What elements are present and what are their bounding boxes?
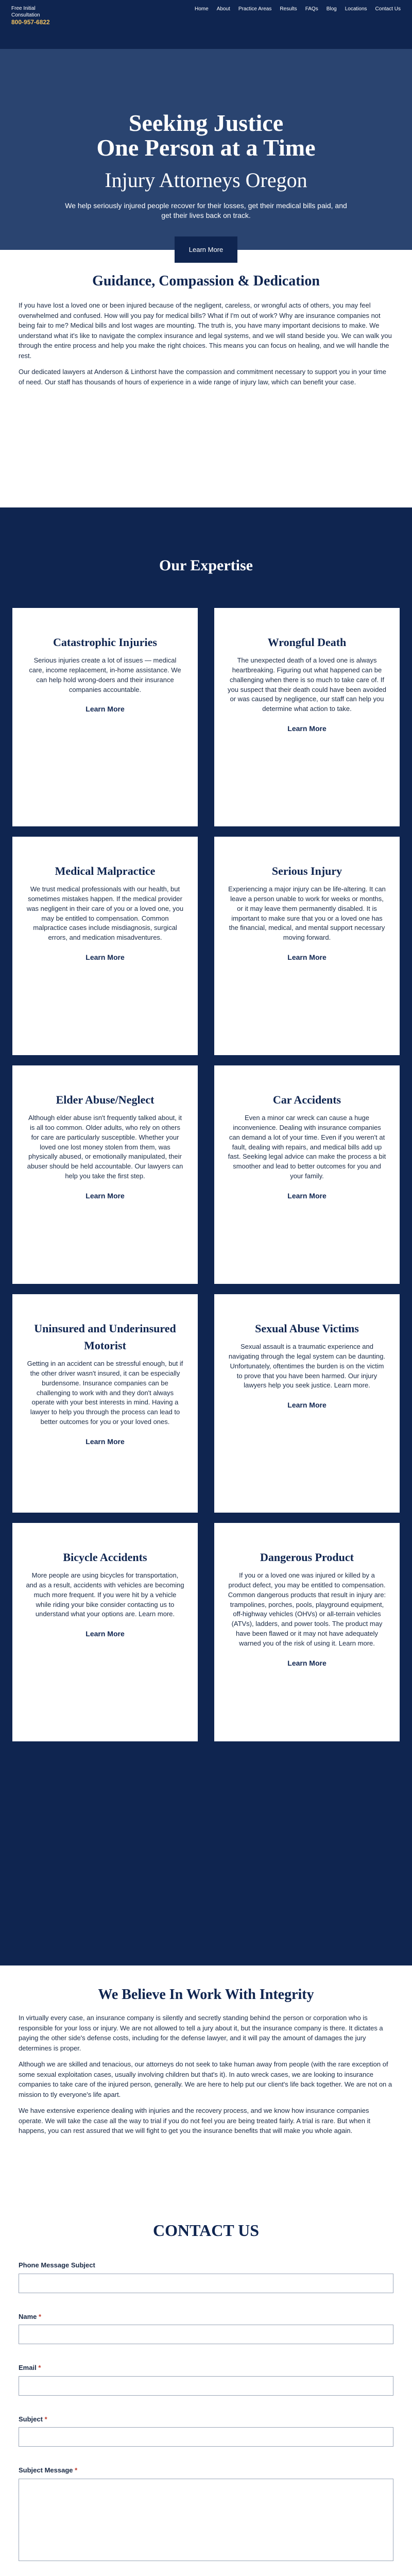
expertise-title: Our Expertise	[159, 557, 253, 574]
nav-blog[interactable]: Blog	[326, 6, 337, 12]
guidance-title: Guidance, Compassion & Dedication	[92, 273, 320, 289]
hero-title-line-2: One Person at a Time	[96, 134, 316, 161]
nav-about[interactable]: About	[216, 6, 230, 12]
hero-title-line-1: Seeking Justice	[128, 110, 284, 136]
card-learn-more-link[interactable]: Learn More	[85, 1437, 125, 1446]
guidance-paragraph-2: Our dedicated lawyers at Anderson & Linthorst have the compassion and commitment necessary to support you in your time of need. Our staff has thousands of hours of experience in a wide range of injury law, which can benefit your case.	[19, 368, 386, 386]
phone-message-subject-input[interactable]	[19, 2274, 393, 2293]
nav-practice-areas[interactable]: Practice Areas	[238, 6, 272, 12]
card-text: We trust medical professionals with our health, but sometimes mistakes happen. If the medical provider was negligent in their care of you or a loved one, you may be entitled to compensation. Common malpractice cases include misdiagnosis, surgical errors, and medication misadventures.	[26, 885, 184, 942]
expertise-card	[214, 608, 400, 826]
card-text: Experiencing a major injury can be life-altering. It can leave a person unable to work for weeks or months, or it may leave them permanently disabled. It is important to make sure that you or a loved one has the financial, medical, and mental support necessary moving forward.	[228, 885, 386, 942]
card-learn-more-link[interactable]: Learn More	[287, 1191, 327, 1200]
integrity-paragraph-1: In virtually every case, an insurance company is silently and secretly standing behind the person or corporation who is responsible for your loss or injury. We are not allowed to tell a jury about it, but the insurance company is there. It dictates a paying the other side's defense costs, including for the defense lawyer, and it will pay the amount of damages the jury determines is proper.	[19, 2014, 383, 2052]
hero-description: We help seriously injured people recover for their losses, get their medical bills paid, and get their lives back on track.	[65, 201, 347, 220]
card-text: Even a minor car wreck can cause a huge inconvenience. Dealing with insurance companies can demand a lot of your time. Even if you weren't at fault, dealing with repairs, and medical bills add up fast. Seeking legal advice can make the process a bit smoother and lead to better outcomes for you and your family.	[228, 1114, 386, 1180]
card-text: Getting in an accident can be stressful enough, but if the other driver wasn't insured, it can be especially burdensome. Insurance companies can be challenging to work with and they don't always operate with your best interests in mind. Having a lawyer to help you through the process can lead to better outcomes for you or your loved ones.	[27, 1360, 183, 1426]
card-title: Serious Injury	[271, 865, 342, 877]
integrity-paragraph-3: We have extensive experience dealing with injuries and the recovery process, and we know how insurance companies operate. We will take the case all the way to trial if you do not feel you are being treated fairly. A trial is rare. But when it happens, you can rest assured that we will fight to get you the insurance benefits that will make you whole again.	[19, 2107, 371, 2134]
expertise-card	[214, 1065, 400, 1284]
consult-line-1: Free Initial	[11, 6, 36, 11]
expertise-card	[214, 837, 400, 1055]
card-learn-more-link[interactable]: Learn More	[85, 1191, 125, 1200]
expertise-card	[12, 1523, 198, 1741]
card-title: Car Accidents	[272, 1093, 341, 1106]
card-title: Bicycle Accidents	[63, 1551, 147, 1564]
expertise-card	[214, 1523, 400, 1741]
card-learn-more-link[interactable]: Learn More	[287, 953, 327, 962]
phone-message-subject-label: Phone Message Subject	[19, 2261, 95, 2269]
contact-section	[0, 2197, 412, 2576]
message-label: Subject Message *	[19, 2466, 78, 2474]
expertise-cards	[12, 608, 400, 1752]
nav-contact[interactable]: Contact Us	[375, 6, 401, 12]
expertise-card	[12, 1065, 198, 1284]
hero	[0, 49, 412, 253]
name-label: Name *	[19, 2312, 42, 2320]
integrity-title: We Believe In Work With Integrity	[98, 1987, 314, 2003]
card-text: Sexual assault is a traumatic experience and navigating through the legal system can be daunting. Unfortunately, oftentimes the burden is on the victim to prove that you have been harmed. Our injury lawyers help you seek justice. Learn more.	[228, 1343, 386, 1389]
email-input[interactable]	[19, 2376, 393, 2396]
subject-label: Subject *	[19, 2415, 47, 2423]
name-input[interactable]	[19, 2325, 393, 2344]
site-header	[0, 0, 412, 49]
card-title: Elder Abuse/Neglect	[56, 1093, 154, 1106]
card-text: Although elder abuse isn't frequently talked about, it is all too common. Older adults, who rely on others for care are particularly susceptible. Whether your loved one lost money stolen from them, was physically abused, or emotionally manipulated, their abuser should be held accountable. Our lawyers can help you take the first step.	[27, 1114, 183, 1180]
card-text: The unexpected death of a loved one is always heartbreaking. Figuring out what happened can be challenging when there is so much to take care of. If you suspect that their death could have been avoided or was caused by negligence, our staff can help you determine what action to take.	[228, 656, 386, 713]
card-learn-more-link[interactable]: Learn More	[287, 1401, 327, 1410]
nav-home[interactable]: Home	[195, 6, 209, 12]
expertise-card	[12, 1294, 198, 1513]
guidance-section	[0, 250, 412, 507]
email-field	[19, 2363, 393, 2396]
card-title: Sexual Abuse Victims	[255, 1322, 359, 1335]
expertise-card	[12, 608, 198, 826]
guidance-paragraph-1: If you have lost a loved one or been injured because of the negligent, careless, or wrongful acts of others, you may feel overwhelmed and confused. How will you pay for medical bills? What if I'm out of work? Why are insurance companies not being fair to me? Medical bills and lost wages are mounting. The truth is, you have many important decisions to make. We understand what it's like to navigate the complex insurance and legal systems, and we will stand beside you. We can walk you through the entire process and help you make the right choices. This means you can focus on healing, and we will handle the rest.	[19, 301, 392, 360]
consult-line-2: Consultation	[11, 12, 40, 18]
message-field	[19, 2465, 393, 2564]
header-consult	[11, 5, 50, 27]
name-field	[19, 2312, 393, 2345]
card-learn-more-link[interactable]: Learn More	[287, 724, 327, 733]
card-title: Wrongful Death	[267, 636, 347, 649]
card-title: Catastrophic Injuries	[53, 636, 157, 649]
subject-input[interactable]	[19, 2427, 393, 2447]
nav-results[interactable]: Results	[280, 6, 297, 12]
card-title: Dangerous Product	[260, 1551, 354, 1564]
card-title: Medical Malpractice	[55, 865, 156, 877]
header-phone[interactable]: 800-957-6822	[11, 19, 50, 26]
nav-faqs[interactable]: FAQs	[305, 6, 318, 12]
subject-field	[19, 2414, 393, 2447]
hero-learn-more-button[interactable]: Learn More	[175, 236, 237, 263]
card-learn-more-link[interactable]: Learn More	[85, 1630, 125, 1638]
card-learn-more-link[interactable]: Learn More	[85, 705, 125, 714]
nav-locations[interactable]: Locations	[345, 6, 367, 12]
card-learn-more-link[interactable]: Learn More	[287, 1658, 327, 1667]
card-text: Serious injuries create a lot of issues — medical care, income replacement, in-home assistance. We can help hold wrong-doers and their insurance companies accountable.	[29, 656, 181, 693]
expertise-section	[0, 507, 412, 1965]
expertise-card	[214, 1294, 400, 1513]
hero-subtitle: Injury Attorneys Oregon	[105, 168, 307, 192]
card-text: If you or a loved one was injured or killed by a product defect, you may be entitled to compensation. Common dangerous products that result in injury are: trampolines, porches, pools, playground equipment, off-highway vehicles (OHVs) or all-terrain vehicles (ATVs), ladders, and power tools. The product may have been flawed or it may not have adequately warned you of the risk of using it. Learn more.	[228, 1571, 386, 1647]
contact-title: CONTACT US	[153, 2221, 259, 2240]
card-title: Uninsured and Underinsured Motorist	[34, 1322, 176, 1352]
message-textarea[interactable]	[19, 2479, 393, 2561]
card-text: More people are using bicycles for transportation, and as a result, accidents with vehicles are becoming much more frequent. If you were hit by a vehicle while riding your bike consider contacting us to understand what your options are. Learn more.	[26, 1571, 184, 1618]
integrity-paragraph-2: Although we are skilled and tenacious, our attorneys do not seek to take human away from people (with the rare exception of some sexual exploitation cases, usually involving children but that's it). In auto wreck cases, we are looking to insurance companies to take care of the injured person, generally. We are here to help put our client's life back together. We are not on a mission to tly everyone's life apart.	[19, 2060, 392, 2098]
main-nav	[195, 5, 401, 13]
card-learn-more-link[interactable]: Learn More	[85, 953, 125, 962]
expertise-card	[12, 837, 198, 1055]
phone-message-subject-field	[19, 2260, 393, 2293]
integrity-section	[0, 1965, 412, 2197]
email-label: Email *	[19, 2364, 41, 2371]
